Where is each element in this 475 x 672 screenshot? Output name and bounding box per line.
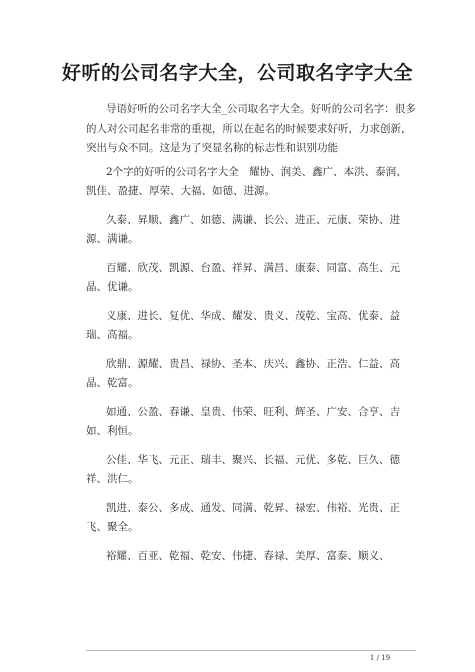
name-list-paragraph: 裕耀、百亚、乾福、乾安、伟捷、春禄、美厚、富泰、顺义、 [106, 549, 390, 562]
name-list-paragraph: 公佳、华飞、元正、瑞丰、聚兴、长福、元优、多乾、巨久、德祥、洪仁。 [86, 453, 400, 485]
footer-divider [86, 650, 416, 651]
name-list-paragraph: 久泰、昇顺、鑫广、如德、满谦、长公、进正、元康、荣协、进源、满谦。 [86, 213, 400, 245]
name-list-paragraph: 凯进、泰公、多成、通发、同满、乾昇、禄宏、伟裕、光贵、正飞、聚全。 [86, 501, 400, 533]
page-number: 1 / 19 [369, 654, 391, 662]
name-list-paragraph: 义康、进长、复优、华成、耀发、贵义、茂乾、宝高、优泰、益瑞、高福。 [86, 309, 400, 341]
page-title: 好听的公司名字大全，公司取名字字大全 [61, 62, 413, 84]
name-list-paragraph: 百耀、欣茂、凯源、台盈、祥昇、满昌、康泰、同富、高生、元晶、优谦。 [86, 261, 400, 293]
document-body [86, 100, 416, 575]
name-list-paragraph: 2个字的好听的公司名字大全 耀协、润美、鑫广、本洪、泰润、凯佳、盈捷、厚荣、大福、如德、进源。 [86, 165, 407, 197]
name-list-paragraph: 欣鼎、源耀、贵昌、禄协、圣本、庆兴、鑫协、正浩、仁益、高晶、乾富。 [86, 357, 400, 389]
intro-paragraph: 导语好听的公司名字大全_公司取名字大全。好听的公司名字：很多的人对公司起名非常的重视，所以在起名的时候要求好听，力求创新，突出与众不同。这是为了突显名称的标志性和识别功能 [86, 103, 416, 154]
name-list-paragraph: 如通、公盈、春谦、皇贵、伟荣、旺利、辉圣、广安、合亨、吉如、利恒。 [86, 405, 400, 437]
